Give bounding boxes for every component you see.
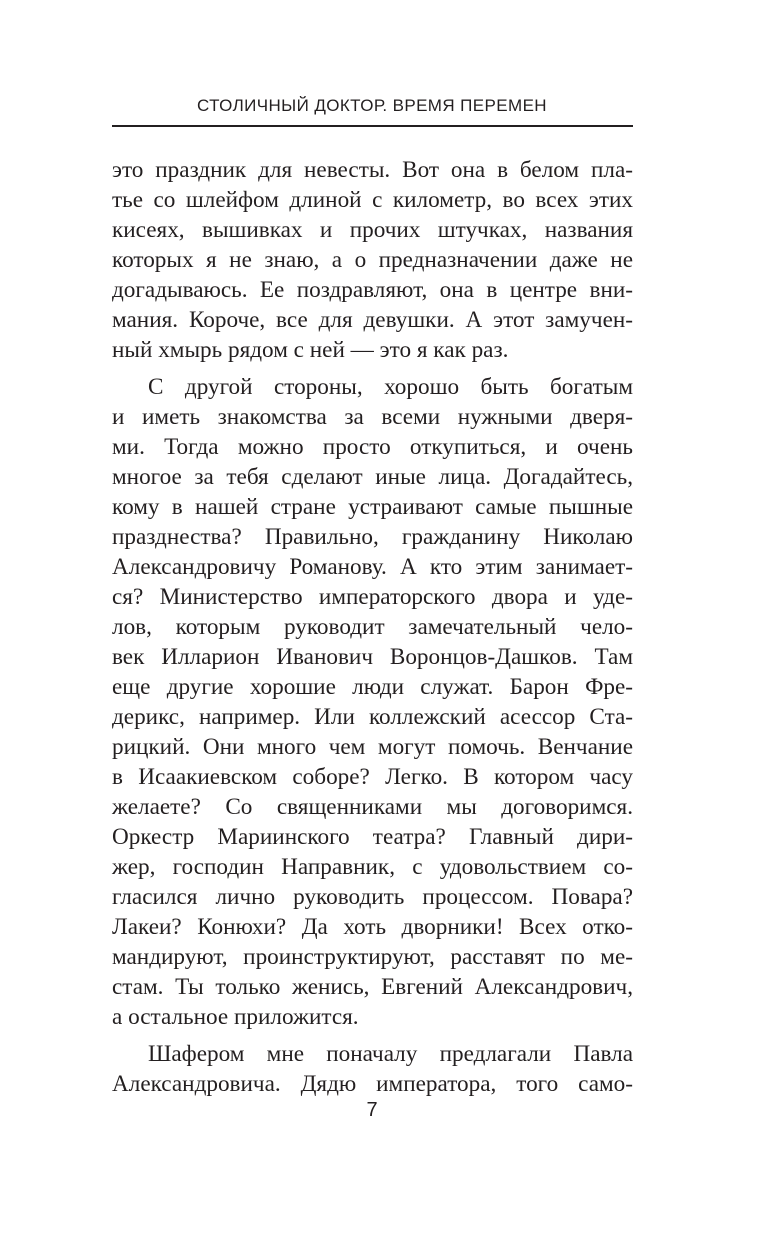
text-line: еще другие хорошие люди служат. Барон Фре-: [112, 674, 633, 700]
text-line: рицкий. Они много чем могут помочь. Венчание: [112, 734, 633, 760]
text-line: гласился лично руководить процессом. Повара?: [112, 884, 633, 910]
text-line: лов, которым руководит замечательный чело-: [112, 614, 633, 640]
text-line: а остальное приложится.: [112, 1004, 359, 1030]
text-line: дерикс, например. Или коллежский асессор Ста-: [112, 704, 633, 730]
paragraph-3: [112, 1039, 633, 1099]
paragraph-1: [112, 155, 633, 365]
text-line: мания. Короче, все для девушки. А этот замучен-: [112, 307, 633, 333]
text-line: Александровичу Романову. А кто этим занимает-: [112, 554, 633, 580]
running-head-title: СТОЛИЧНЫЙ ДОКТОР. ВРЕМЯ ПЕРЕМЕН: [197, 96, 547, 115]
text-line: стам. Ты только женись, Евгений Александрович,: [112, 974, 633, 1000]
text-line: желаете? Со священниками мы договоримся.: [112, 794, 633, 820]
page-body: [112, 155, 633, 1106]
text-line: догадываюсь. Ее поздравляют, она в центре вни-: [112, 277, 633, 303]
text-line: мандируют, проинструктируют, расставят по ме-: [112, 944, 633, 970]
text-line: С другой стороны, хорошо быть богатым: [148, 374, 633, 400]
text-line: Лакеи? Конюхи? Да хоть дворники! Всех отко-: [112, 914, 633, 940]
text-line: ми. Тогда можно просто откупиться, и очень: [112, 434, 633, 460]
text-line: кисеях, вышивках и прочих штучках, названия: [112, 217, 633, 243]
text-line: многое за тебя сделают иные лица. Догадайтесь,: [112, 464, 633, 490]
text-line: Оркестр Мариинского театра? Главный дири-: [112, 824, 633, 850]
text-line: кому в нашей стране устраивают самые пышные: [112, 494, 633, 520]
text-line: Шафером мне поначалу предлагали Павла: [148, 1041, 633, 1067]
page-number: 7: [366, 1099, 378, 1121]
paragraph-2: [112, 372, 633, 1032]
text-line: празднества? Правильно, гражданину Николаю: [112, 524, 633, 550]
text-line: жер, господин Направник, с удовольствием со-: [112, 854, 633, 880]
header-rule: [112, 125, 633, 127]
text-line: в Исаакиевском соборе? Легко. В котором часу: [112, 764, 633, 790]
text-line: Александровича. Дядю императора, того само-: [112, 1071, 633, 1097]
text-line: век Илларион Иванович Воронцов-Дашков. Там: [112, 644, 633, 670]
text-line: которых я не знаю, а о предназначении даже не: [112, 247, 633, 273]
text-line: ся? Министерство императорского двора и уде-: [112, 584, 633, 610]
text-line: ный хмырь рядом с ней — это я как раз.: [112, 337, 509, 363]
text-line: тье со шлейфом длиной с километр, во всех этих: [112, 187, 633, 213]
text-line: и иметь знакомства за всеми нужными дверя-: [112, 404, 633, 430]
text-line: это праздник для невесты. Вот она в белом пла-: [112, 157, 633, 183]
